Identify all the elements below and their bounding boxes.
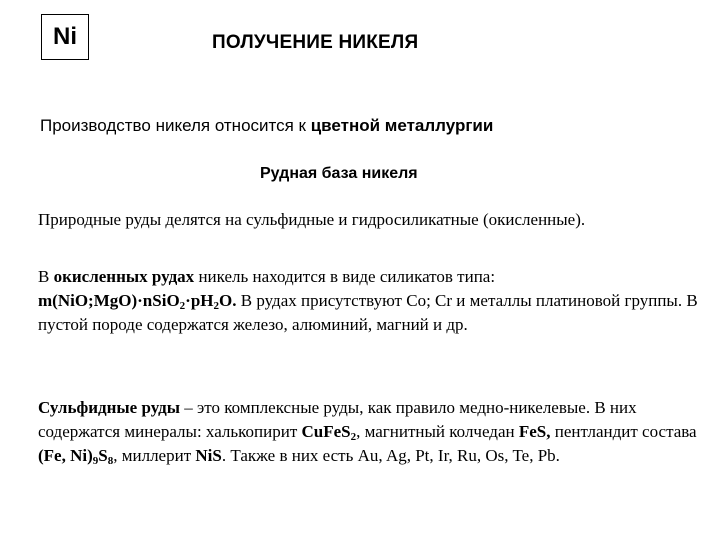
p2-formula-sub-1: 2 (179, 300, 186, 312)
p2-formula (38, 291, 237, 310)
p3-mineral-pentlandite (38, 446, 113, 465)
p2-text-3: В рудах присутствуют Co; Cr и металлы платиновой группы. В пустой породе содержатся железо, алюминий, магний и др. (38, 291, 698, 334)
intro-line (40, 116, 493, 136)
p3-pentlandite-part-2: S (98, 446, 108, 465)
p3-text-2: , магнитный колчедан (356, 422, 519, 441)
p3-pentlandite-part-1: (Fe, Ni) (38, 446, 93, 465)
paragraph-sulfide-ores (38, 396, 698, 468)
page-title: ПОЛУЧЕНИЕ НИКЕЛЯ (212, 32, 419, 53)
p3-text-3: пентландит состава (550, 422, 697, 441)
p2-text-1: В (38, 267, 54, 286)
section-heading: Рудная база никеля (260, 165, 418, 182)
element-symbol-box (41, 14, 89, 60)
p3-pentlandite-sub-1: 9 (92, 455, 99, 467)
p2-formula-part-3: O. (219, 291, 237, 310)
p3-pentlandite-sub-2: 8 (107, 455, 114, 467)
element-symbol: Ni (53, 23, 77, 50)
p2-formula-part-2: ·pH (185, 291, 214, 310)
p3-mineral-pyrrhotite: FeS, (518, 422, 551, 441)
p3-text-5: . Также в них есть Au, Ag, Pt, Ir, Ru, Os, Te, Pb. (221, 446, 560, 465)
intro-bold-term: цветной металлургии (310, 116, 494, 135)
p3-text-4: , миллерит (113, 446, 196, 465)
p3-chalcopyrite-sub: 2 (350, 431, 357, 443)
p3-mineral-chalcopyrite (302, 422, 357, 441)
paragraph-ore-types: Природные руды делятся на сульфидные и гидросиликатные (окисленные). (38, 210, 586, 229)
paragraph-oxidized-ores (38, 265, 698, 337)
p2-formula-part-1: m(NiO;MgO)·nSiO (38, 291, 180, 310)
p3-bold-term: Сульфидные руды (38, 398, 181, 417)
intro-text: Производство никеля относится к (40, 116, 311, 135)
p3-mineral-millerite: NiS (195, 446, 222, 465)
p3-text-1: – это комплексные руды, как правило медно-никелевые. В них содержатся минералы: халькопирит (38, 398, 637, 441)
p3-chalcopyrite-formula: CuFeS (301, 422, 351, 441)
p2-bold-term: окисленных рудах (53, 267, 195, 286)
p2-text-2: никель находится в виде силикатов типа: (194, 267, 496, 286)
p2-formula-sub-2: 2 (213, 300, 220, 312)
